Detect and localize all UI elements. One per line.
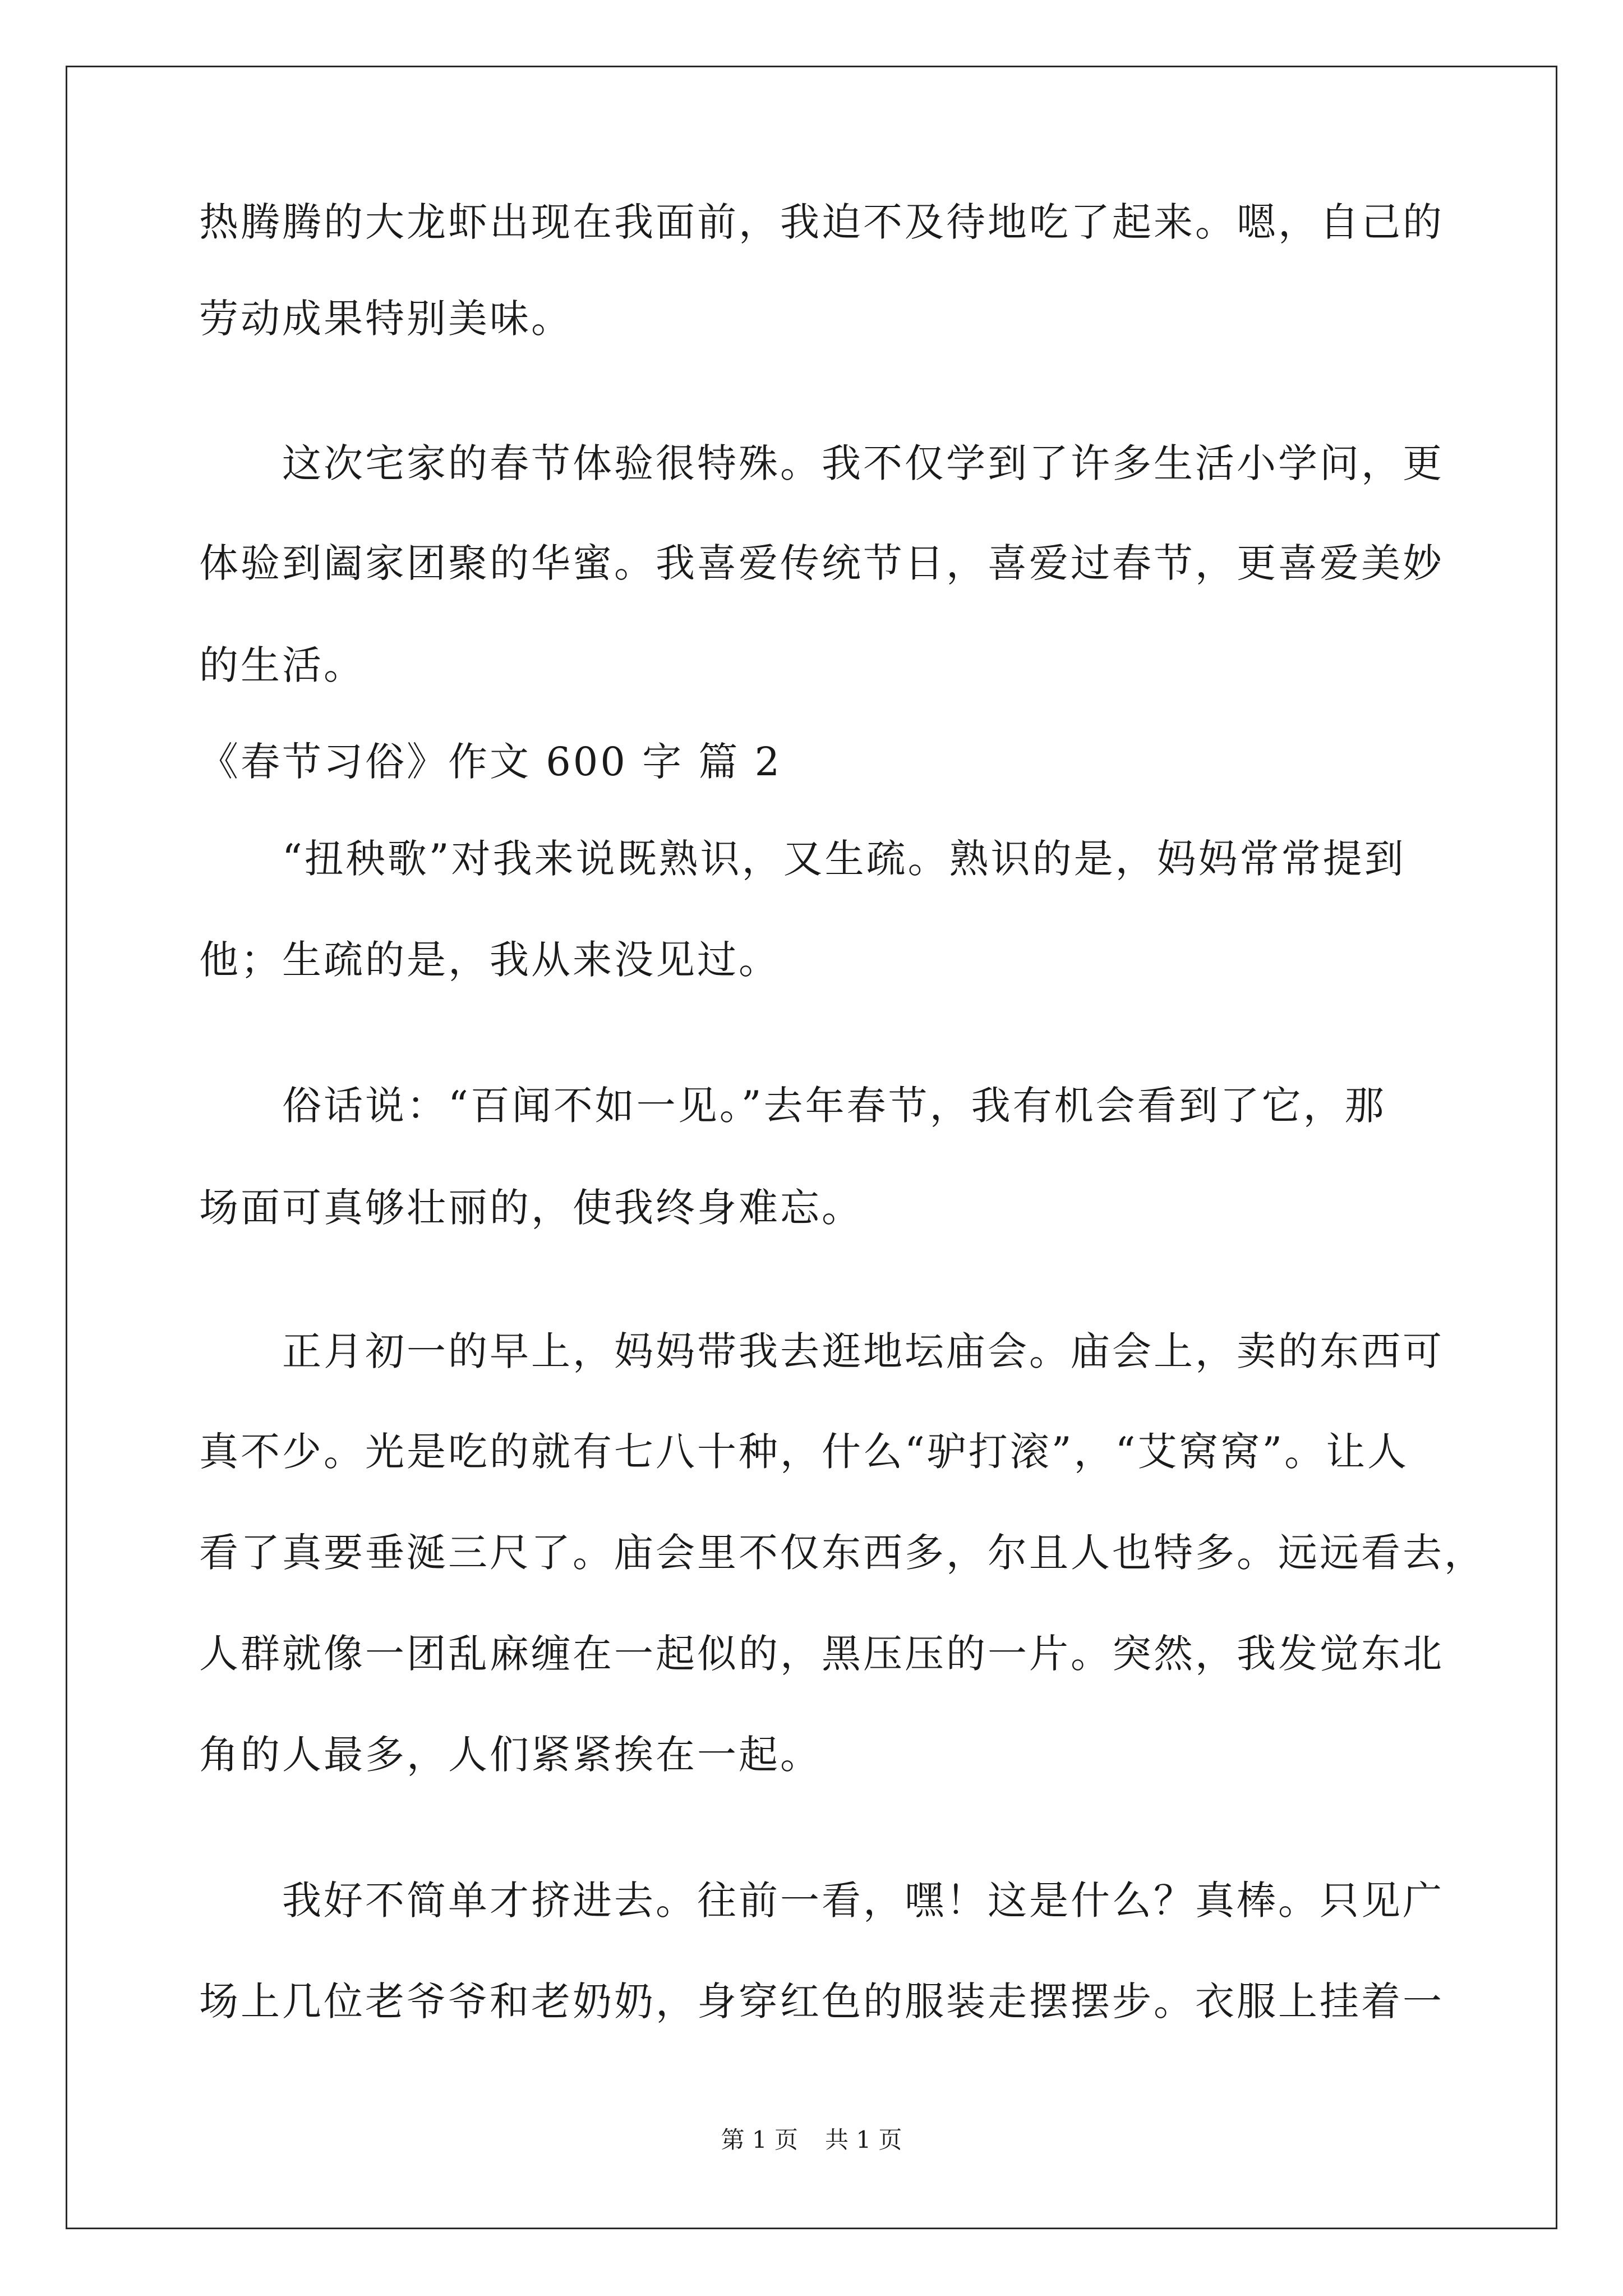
page-number: 第 1 页 xyxy=(721,2126,798,2154)
text-line: 正月初一的早上，妈妈带我去逛地坛庙会。庙会上，卖的东西可 xyxy=(199,1328,1444,1374)
text-line: 的生活。 xyxy=(199,642,365,688)
text-line: 人群就像一团乱麻缠在一起似的，黑压压的一片。突然，我发觉东北 xyxy=(199,1631,1444,1677)
text-line: 体验到阖家团聚的华蜜。我喜爱传统节日，喜爱过春节，更喜爱美妙 xyxy=(199,540,1444,586)
text-line: 俗话说：“百闻不如一见。”去年春节，我有机会看到了它，那 xyxy=(199,1083,1386,1129)
text-line: 看了真要垂涎三尺了。庙会里不仅东西多，尔且人也特多。远远看去， xyxy=(199,1530,1486,1576)
text-line: 劳动成果特别美味。 xyxy=(199,296,573,342)
page-footer xyxy=(0,2127,1623,2154)
text-line: 这次宅家的春节体验很特殊。我不仅学到了许多生活小学问，更 xyxy=(199,440,1444,486)
text-line: 我好不简单才挤进去。往前一看，嘿！这是什么？真棒。只见广 xyxy=(199,1878,1444,1924)
text-line: 场上几位老爷爷和老奶奶，身穿红色的服装走摆摆步。衣服上挂着一 xyxy=(199,1978,1444,2024)
text-line: 热腾腾的大龙虾出现在我面前，我迫不及待地吃了起来。嗯，自己的 xyxy=(199,199,1444,245)
page-total: 共 1 页 xyxy=(825,2126,902,2154)
text-line: 场面可真够壮丽的，使我终身难忘。 xyxy=(199,1185,863,1231)
text-line: 角的人最多，人们紧紧挨在一起。 xyxy=(199,1732,822,1778)
text-line: 真不少。光是吃的就有七八十种，什么“驴打滚”，“艾窝窝”。让人 xyxy=(199,1429,1409,1475)
text-line: 他；生疏的是，我从来没见过。 xyxy=(199,937,780,983)
text-line: “扭秧歌”对我来说既熟识，又生疏。熟识的是，妈妈常常提到 xyxy=(199,836,1406,882)
section-heading: 《春节习俗》作文 600 字 篇 2 xyxy=(199,739,782,785)
